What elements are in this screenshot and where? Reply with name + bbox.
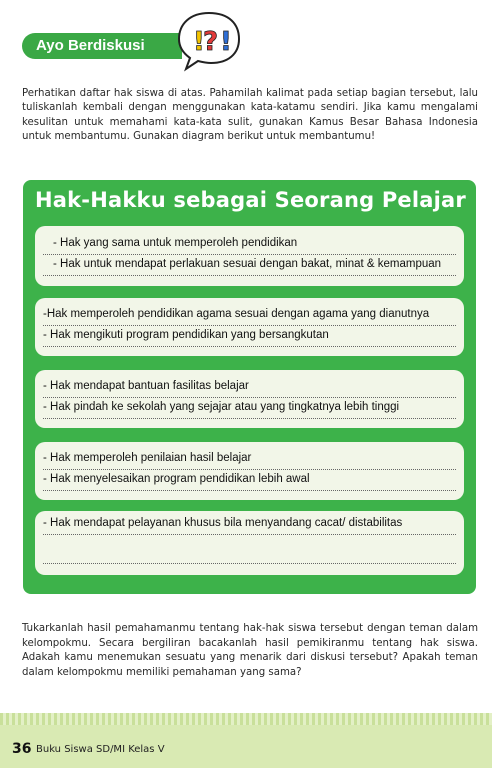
page-number: 36 xyxy=(12,741,32,757)
svg-text:!: ! xyxy=(220,27,232,57)
svg-text:!: ! xyxy=(193,27,205,57)
rights-line-blank xyxy=(43,543,456,564)
book-title: Buku Siswa SD/MI Kelas V xyxy=(36,744,165,755)
svg-text:?: ? xyxy=(203,27,219,57)
rights-line: - Hak mendapat bantuan fasilitas belajar xyxy=(43,377,456,398)
rights-line: - Hak untuk mendapat perlakuan sesuai dengan bakat, minat & kemampuan xyxy=(43,255,456,276)
section-title: Ayo Berdiskusi xyxy=(36,37,145,54)
rights-line: - Hak yang sama untuk memperoleh pendidikan xyxy=(43,234,456,255)
rights-card-5 xyxy=(35,511,464,575)
section-header-tab xyxy=(22,33,182,59)
rights-line: - Hak pindah ke sekolah yang sejajar atau yang tingkatnya lebih tinggi xyxy=(43,398,456,419)
rights-card-1 xyxy=(35,226,464,286)
panel-title: Hak-Hakku sebagai Seorang Pelajar xyxy=(35,188,466,212)
discussion-bubble-icon xyxy=(176,10,242,72)
rights-line: - Hak mengikuti program pendidikan yang bersangkutan xyxy=(43,326,456,347)
rights-card-4 xyxy=(35,442,464,500)
rights-card-3 xyxy=(35,370,464,428)
intro-paragraph: Perhatikan daftar hak siswa di atas. Pahamilah kalimat pada setiap bagian tersebut, lalu tuliskanlah kembali dengan menggunakan kata-katamu sendiri. Jika kamu mengalami kesulitan untuk memahami kata-kata sulit, gunakan Kamus Besar Bahasa Indonesia untuk membantumu. Gunakan diagram berikut untuk membantumu! xyxy=(22,88,478,142)
rights-line: - Hak mendapat pelayanan khusus bila menyandang cacat/ distabilitas xyxy=(43,514,456,535)
footer-stripe-divider xyxy=(0,713,492,725)
rights-line: - Hak menyelesaikan program pendidikan lebih awal xyxy=(43,470,456,491)
outro-paragraph: Tukarkanlah hasil pemahamanmu tentang hak-hak siswa tersebut dengan teman dalam kelompokmu. Secara bergiliran bacakanlah hasil pemikiranmu tentang hak siswa. Adakah kamu menemukan sesuatu yang menarik dari diskusi tersebut? Apakah teman dalam kelompokmu memiliki pemahaman yang sama? xyxy=(22,623,478,678)
rights-line: - Hak memperoleh penilaian hasil belajar xyxy=(43,449,456,470)
rights-card-2 xyxy=(35,298,464,356)
rights-diagram-panel xyxy=(23,180,476,594)
rights-line: -Hak memperoleh pendidikan agama sesuai dengan agama yang dianutnya xyxy=(43,305,456,326)
